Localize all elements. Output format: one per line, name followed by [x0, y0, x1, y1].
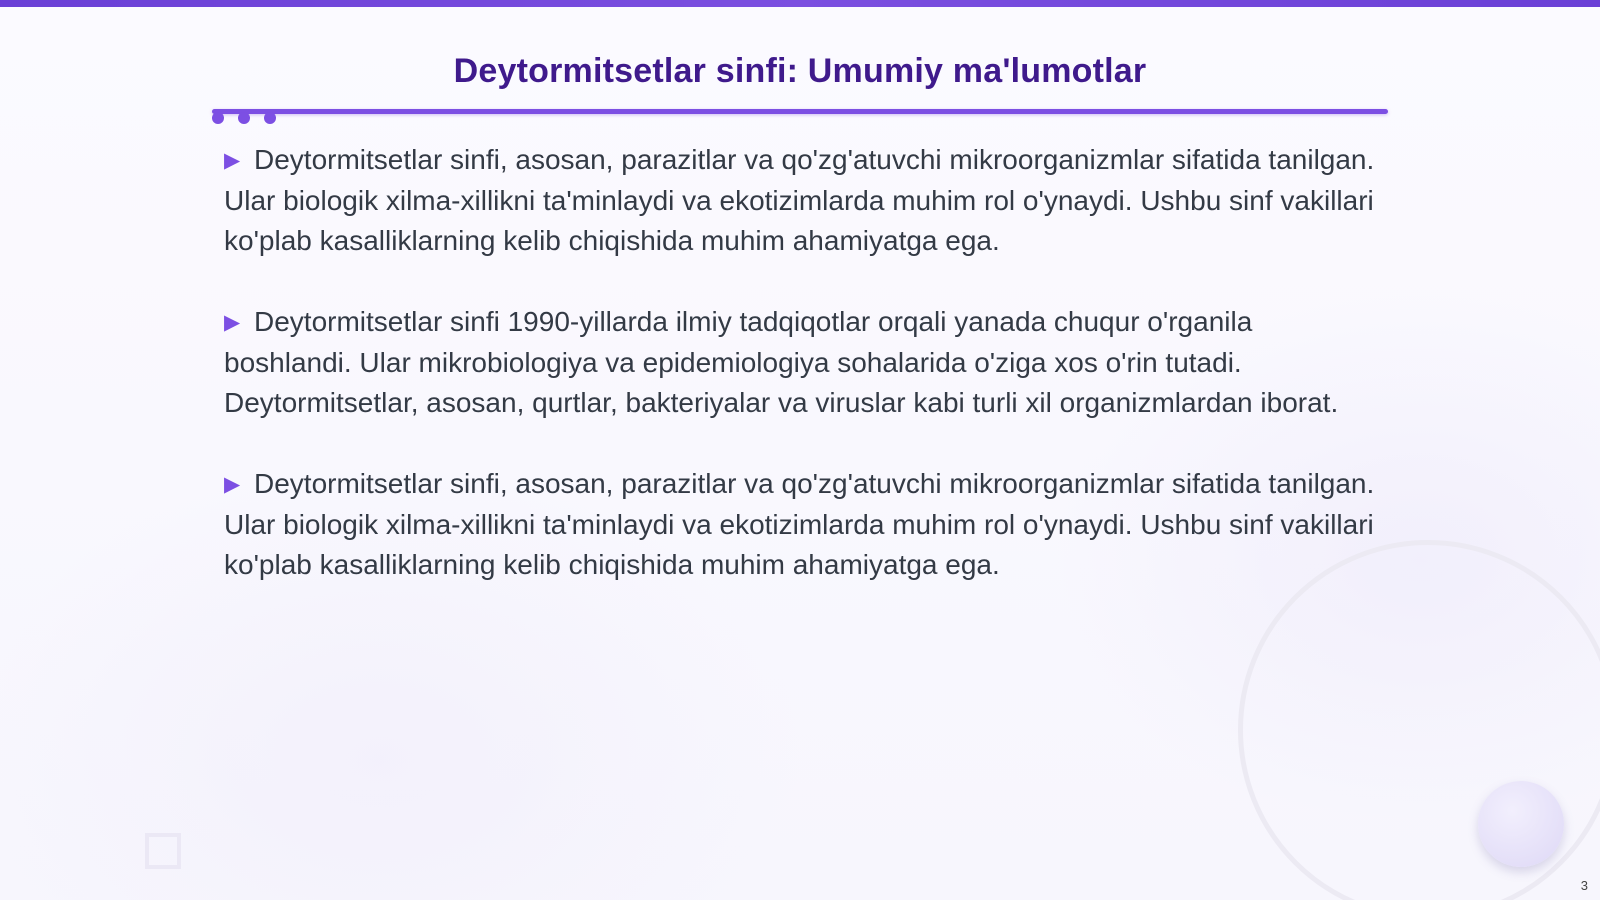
decorative-dot	[212, 112, 224, 124]
slide-body	[224, 140, 1384, 626]
triangle-bullet-icon: ▶	[224, 149, 241, 172]
bullet-paragraph	[224, 302, 1384, 423]
slide-title: Deytormitsetlar sinfi: Umumiy ma'lumotlar	[453, 52, 1147, 90]
bullet-paragraph	[224, 464, 1384, 585]
title-underline	[212, 109, 1388, 114]
triangle-bullet-icon: ▶	[224, 473, 241, 496]
paragraph-text: Deytormitsetlar sinfi 1990-yillarda ilmiy tadqiqotlar orqali yanada chuqur o'rganila boshlandi. Ular mikrobiologiya va epidemiologiya sohalarida o'ziga xos o'rin tutadi. Deytormitsetlar, asosan, qurtlar, bakteriyalar va viruslar kabi turli xil organizmlardan iborat.	[224, 306, 1339, 418]
page-number: 3	[1580, 878, 1588, 893]
bullet-paragraph	[224, 140, 1384, 261]
decorative-square	[145, 833, 181, 869]
decorative-dot	[264, 112, 276, 124]
top-accent-bar	[0, 0, 1600, 7]
triangle-bullet-icon: ▶	[224, 311, 241, 334]
paragraph-text: Deytormitsetlar sinfi, asosan, parazitlar va qo'zg'atuvchi mikroorganizmlar sifatida tanilgan. Ular biologik xilma-xillikni ta'minlaydi va ekotizimlarda muhim rol o'ynaydi. Ushbu sinf vakillari ko'plab kasalliklarning kelib chiqishida muhim ahamiyatga ega.	[224, 468, 1375, 580]
paragraph-text: Deytormitsetlar sinfi, asosan, parazitlar va qo'zg'atuvchi mikroorganizmlar sifatida tanilgan. Ular biologik xilma-xillikni ta'minlaydi va ekotizimlarda muhim rol o'ynaydi. Ushbu sinf vakillari ko'plab kasalliklarning kelib chiqishida muhim ahamiyatga ega.	[224, 144, 1375, 256]
decorative-dot	[238, 112, 250, 124]
decorative-circle	[1478, 781, 1564, 867]
